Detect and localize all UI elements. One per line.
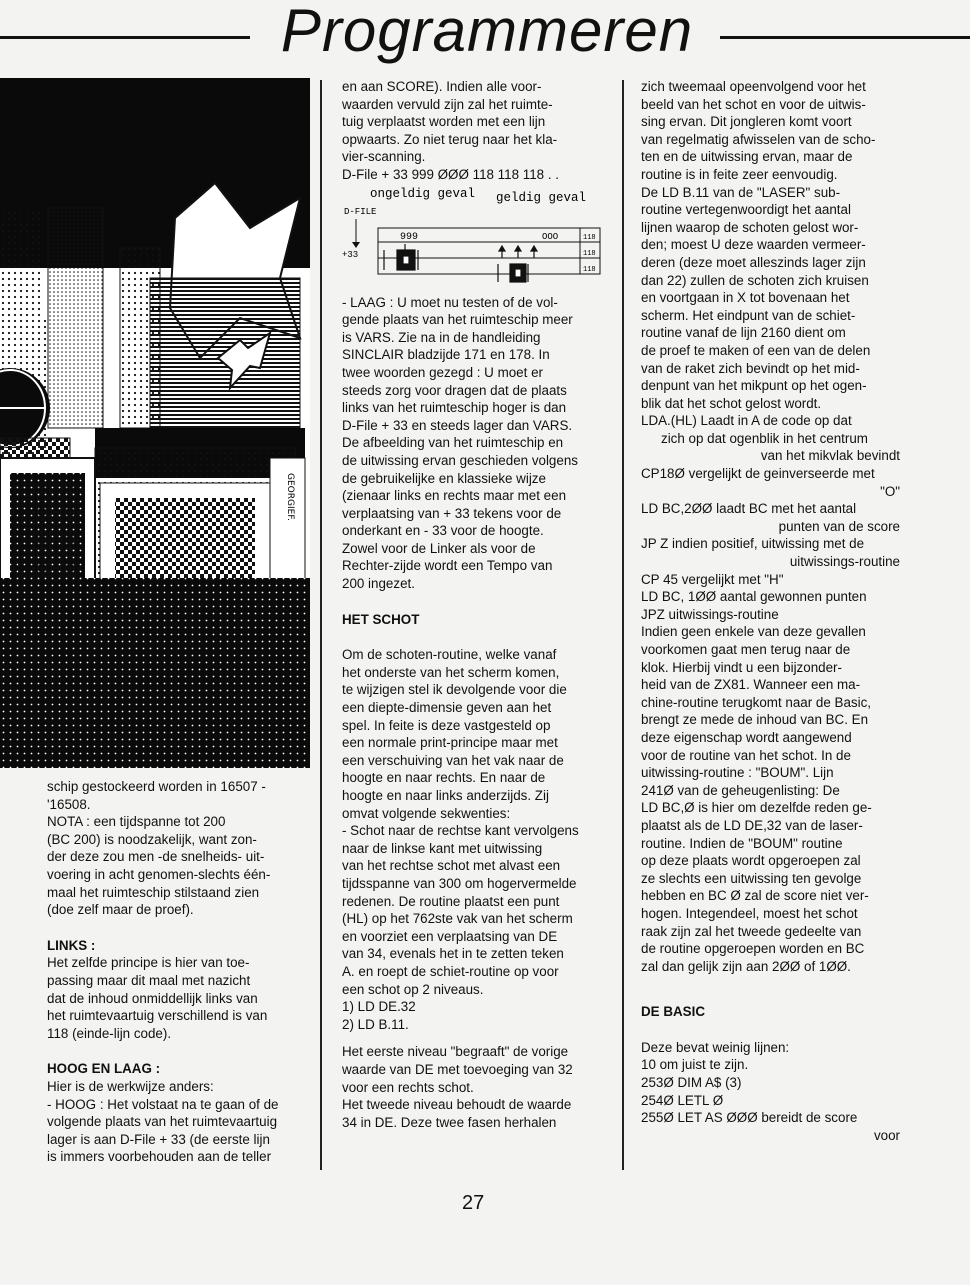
text-line: van regelmatig afwisselen van de scho- (641, 131, 876, 147)
text-line: deze eigenschap wordt aangewend (641, 729, 852, 745)
text-line: op deze plaats wordt opgeroepen zal (641, 853, 861, 869)
page-number: 27 (462, 1192, 485, 1214)
dfile-diagram (342, 184, 604, 284)
text-line: 255Ø LET AS ØØØ bereidt de score (641, 1110, 858, 1126)
text-line: ze slechts een uitwissing ten gevolge (641, 870, 862, 886)
text-line: van de raket zich bevindt op het mid- (641, 360, 860, 376)
text-line: dan 22) zullen de schoten zich kruisen (641, 272, 869, 288)
label-ongeldig: ongeldig geval (370, 186, 476, 201)
text-line: NOTA : een tijdspanne tot 200 (47, 814, 226, 830)
text-line: denpunt van het mikpunt op het ogen- (641, 378, 867, 394)
text-line: zich tweemaal opeenvolgend voor het (641, 79, 866, 94)
text-line: maal het ruimteschip stilstaand zien (47, 884, 260, 900)
val-ooo: OOO (542, 231, 559, 242)
text-line: naar de linkse kant met uitwissing (342, 840, 543, 856)
text-line: spel. In feite is deze vastgesteld op (342, 717, 551, 733)
column-middle (342, 78, 604, 1131)
text-line: tuig verplaatst worden met een lijn (342, 114, 546, 130)
text-line: scherm. Het eindpunt van de schiet- (641, 307, 856, 323)
text-line: Om de schoten-routine, welke vanaf (342, 647, 557, 663)
text-line: (HL) op het 762ste vak van het scherm (342, 911, 573, 927)
text-line: JPZ uitwissings-routine (641, 606, 779, 622)
text-line: den; moest U deze waarden vermeer- (641, 237, 866, 253)
text-line: voor (873, 1127, 900, 1143)
text-line: beeld van het schot en voor de uitwis- (641, 96, 866, 112)
text-line: is VARS. Zie na in de handleiding (342, 329, 541, 345)
val-118-c: 118 (583, 265, 596, 274)
text-line: het onderste van het scherm komen, (342, 664, 560, 680)
text-line: Rechter-zijde wordt een Tempo van (342, 558, 553, 574)
text-line: links van het ruimteschip hoger is dan (342, 400, 567, 416)
text-line: der deze zou men -de snelheids- uit- (47, 849, 265, 865)
text-line: Zowel voor de Linker als voor de (342, 540, 536, 556)
text-line: 118 (einde-lijn code). (47, 1025, 172, 1041)
text-line: CP18Ø vergelijkt de geinverseerde met (641, 466, 875, 482)
val-118-b: 118 (583, 249, 596, 258)
text-line: en voorziet een verplaatsing van DE (342, 928, 558, 944)
illustration (0, 78, 310, 768)
text-line: routine vanaf de lijn 2160 dient om (641, 325, 846, 341)
text-line: lijnen waarop de schoten gelost wor- (641, 219, 859, 235)
text-line: vier-scanning. (342, 149, 426, 165)
text-line: zich op dat ogenblik in het centrum (661, 430, 868, 446)
text-line: (doe zelf maar de proef). (47, 902, 194, 918)
text-line: twee woorden gezegd : U moet er (342, 364, 543, 380)
val-999: 999 (400, 231, 419, 243)
text-line: een verschuiving van het vak naar de (342, 752, 564, 768)
column-divider (622, 80, 624, 1170)
text-line: De LD B.11 van de "LASER" sub- (641, 184, 841, 200)
text-line: de uitwissing ervan geschieden volgens (342, 452, 578, 468)
section-heading: DE BASIC (641, 1004, 705, 1020)
text-line: blik dat het schot gelost wordt. (641, 395, 822, 411)
text-line: A. en roept de schiet-routine op voor (342, 963, 559, 979)
text-line: routine vertegenwoordigt het aantal (641, 202, 851, 218)
text-line: uitwissings-routine (789, 554, 900, 570)
val-118-a: 118 (583, 233, 596, 242)
section-heading: HOOG EN LAAG : (47, 1061, 161, 1077)
text-line: routine is in feite zeer eenvoudig. (641, 166, 838, 182)
text-line: 10 om juist te zijn. (641, 1057, 749, 1073)
text-line: - HOOG : Het volstaat na te gaan of de (47, 1096, 279, 1112)
text-line: opwaarts. Zo niet terug naar het kla- (342, 131, 558, 147)
text-line: ten en de uitwissing ervan, maar de (641, 149, 853, 165)
text-line: een normale print-principe maar met (342, 735, 558, 751)
text-line: Hier is de werkwijze anders: (47, 1078, 214, 1094)
header-rule-left (0, 36, 250, 39)
spaceship-old (384, 244, 418, 270)
section-heading: LINKS : (47, 937, 96, 953)
text-line: heid van de ZX81. Wanneer een ma- (641, 677, 861, 693)
text-line: en aan SCORE). Indien alle voor- (342, 79, 542, 94)
text-line: van het mikvlak bevindt (760, 448, 900, 464)
text-line: redenen. De routine plaatst een punt (342, 893, 560, 909)
text-line: sing ervan. Dit jongleren komt voort (641, 114, 852, 130)
text-line: CP 45 vergelijkt met "H" (641, 571, 784, 587)
text-line: voor de routine van het schot. In de (641, 747, 851, 763)
text-line: te wijzigen stel ik devolgende voor die (342, 682, 567, 698)
text-line: SINCLAIR bladzijde 171 en 178. In (342, 347, 550, 363)
text-line: LDA.(HL) Laadt in A de code op dat (641, 413, 852, 429)
text-line: schip gestockeerd worden in 16507 - (47, 779, 266, 794)
text-line: klok. Hierbij vindt u een bijzonder- (641, 659, 842, 675)
illustration-signature: GEORGIEF. (285, 473, 295, 521)
text-line: 34 in DE. Deze twee fasen herhalen (342, 1114, 557, 1130)
text-line: 2) LD B.11. (342, 1016, 409, 1032)
text-line: een diepte-dimensie geven aan het (342, 700, 552, 716)
text-line: JP Z indien positief, uitwissing met de (641, 536, 865, 552)
text-line: passing maar dit maal met nazicht (47, 972, 251, 988)
text-line: hogen. Integendeel, moest het schot (641, 905, 858, 921)
text-line: hoogte en naar links anderzijds. Zij (342, 788, 549, 803)
plus33-label: +33 (342, 249, 359, 260)
text-line: - Schot naar de rechtse kant vervolgens (342, 823, 579, 839)
text-line: 241Ø van de geheugenlisting: De (641, 782, 840, 798)
section-heading: HET SCHOT (342, 611, 420, 627)
text-line: lager is aan D-File + 33 (de eerste lijn (47, 1131, 270, 1147)
text-line: gende plaats van het ruimteschip meer (342, 312, 573, 328)
text-line: (zienaar links en rechts maar met een (342, 488, 567, 504)
dfile-label: D-FILE (344, 206, 377, 217)
text-line: Het tweede niveau behoudt de waarde (342, 1097, 572, 1113)
text-line: hoogte en naar rechts. En naar de (342, 770, 546, 786)
text-line: LD BC,Ø is hier om dezelfde reden ge- (641, 800, 872, 816)
text-line: '16508. (47, 796, 91, 812)
text-line: 200 ingezet. (342, 576, 415, 592)
text-line: De afbeelding van het ruimteschip en (342, 435, 564, 451)
text-line: voorkomen gaat men terug naar de (641, 642, 851, 657)
text-line: LD BC,2ØØ laadt BC met het aantal (641, 501, 857, 517)
text-line: punten van de score (778, 518, 900, 534)
text-line: omvat volgende sekwenties: (342, 805, 511, 821)
text-line: waarden vervuld zijn zal het ruimte- (342, 96, 553, 112)
text-line: - LAAG : U moet nu testen of de vol- (342, 294, 558, 310)
text-line: en voortgaan in X tot bovenaan het (641, 290, 850, 306)
text-line: hebben en BC Ø zal de score niet ver- (641, 888, 869, 904)
text-line: het ruimtevaartuig verschillend is van (47, 1008, 268, 1024)
header-rule-right (720, 36, 970, 39)
text-line: steeds zorg voor dragen dat de plaats (342, 382, 567, 398)
text-line: voor een rechts schot. (342, 1079, 474, 1095)
text-line: is immers voorbehouden aan de teller (47, 1149, 272, 1165)
text-line: D-File + 33 999 ØØØ 118 118 118 . . (342, 166, 559, 182)
text-line: onderkant en - 33 voor de hoogte. (342, 523, 544, 539)
text-line: plaatst als de LD DE,32 van de laser- (641, 817, 863, 833)
text-line: raak zijn zal het tweede gedeelte van (641, 923, 862, 939)
text-line: een schot op 2 niveaus. (342, 981, 484, 997)
text-line: verplaatsing van + 33 tekens voor de (342, 505, 562, 521)
text-line: tijdsspanne van 300 om hogervermelde (342, 875, 577, 891)
text-line: Het zelfde principe is hier van toe- (47, 955, 250, 971)
text-line: brengt ze mede de inhoud van BC. En (641, 712, 869, 728)
text-line: uitwissing-routine : "BOUM". Lijn (641, 765, 834, 781)
text-line: routine. Indien de "BOUM" routine (641, 835, 843, 851)
text-line: chine-routine terugkomt naar de Basic, (641, 694, 871, 710)
text-line: dat de inhoud onmiddellijk links van (47, 990, 258, 1006)
text-line: de routine opgeroepen worden en BC (641, 941, 865, 957)
illustration-graphic (0, 78, 310, 768)
page-title: Programmeren (280, 0, 694, 64)
text-line: waarde van DE met toevoeging van 32 (342, 1061, 573, 1077)
text-line: D-File + 33 en steeds lager dan VARS. (342, 417, 573, 433)
text-line: de proef te maken of een van de delen (641, 342, 871, 358)
column-divider (320, 80, 322, 1170)
text-line: 253Ø DIM A$ (3) (641, 1075, 742, 1091)
label-geldig: geldig geval (496, 190, 587, 205)
text-line: Het eerste niveau "begraaft" de vorige (342, 1044, 569, 1060)
text-line: Indien geen enkele van deze gevallen (641, 624, 866, 640)
text-line: (BC 200) is noodzakelijk, want zon- (47, 831, 257, 847)
text-line: deren (deze moet alleszinds lager zijn (641, 254, 866, 270)
text-line: van het rechtse schot met alvast een (342, 858, 561, 874)
text-line: volgende plaats van het ruimtevaartuig (47, 1114, 278, 1130)
text-line: 1) LD DE.32 (342, 999, 416, 1015)
text-line: LD BC, 1ØØ aantal gewonnen punten (641, 589, 867, 605)
text-line: "O" (880, 483, 900, 499)
column-left (47, 778, 305, 1166)
spaceship-new (498, 246, 537, 282)
text-line: Deze bevat weinig lijnen: (641, 1039, 790, 1055)
text-line: 254Ø LETL Ø (641, 1092, 724, 1108)
text-line: van 34, evenals het in te zetten teken (342, 946, 564, 962)
text-line: voering in acht genomen-slechts één- (47, 866, 271, 882)
text-line: de gebruikelijke en klassieke wijze (342, 470, 546, 486)
text-line: zal dan gelijk zijn aan 2ØØ of 1ØØ. (641, 958, 851, 974)
column-right (641, 78, 900, 1144)
